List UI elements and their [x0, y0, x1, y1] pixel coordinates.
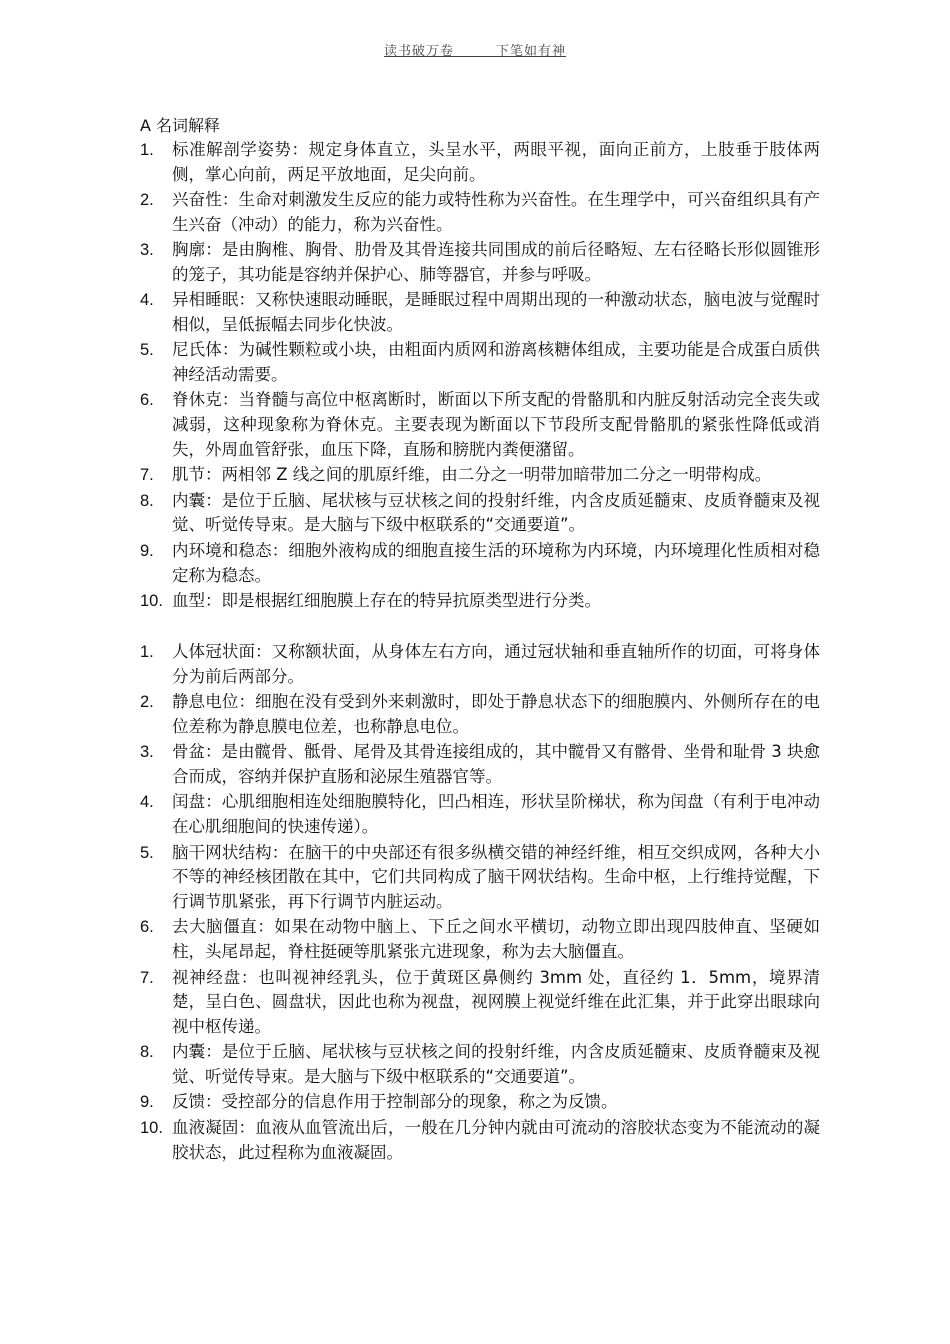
item-number: 8.: [140, 1043, 154, 1062]
item-number: 5.: [140, 843, 154, 862]
item-number: 8.: [140, 491, 154, 510]
list-item: [140, 640, 820, 690]
item-number: 4.: [140, 793, 154, 812]
item-number: 10.: [140, 591, 163, 610]
section-gap: [140, 614, 820, 640]
item-text: 脑干网状结构：在脑干的中央部还有很多纵横交错的神经纤维，相互交织成网，各种大小不等的神经核团散在其中，它们共同构成了脑干网状结构。生命中枢，上行维持觉醒，下行调节肌紧张，再下行调节内脏运动。: [172, 842, 820, 912]
item-number: 10.: [140, 1118, 163, 1137]
item-number: 9.: [140, 541, 154, 560]
item-text: 血液凝固：血液从血管流出后，一般在几分钟内就由可流动的溶胶状态变为不能流动的凝胶状态，此过程称为血液凝固。: [172, 1117, 820, 1162]
item-text: 骨盆：是由髋骨、骶骨、尾骨及其骨连接组成的，其中髋骨又有髂骨、坐骨和耻骨 3 块愈合而成，容纳并保护直肠和泌尿生殖器官等。: [172, 742, 820, 787]
item-text: 内囊：是位于丘脑、尾状核与豆状核之间的投射纤维，内含皮质延髓束、皮质脊髓束及视觉、听觉传导束。是大脑与下级中枢联系的“交通要道”。: [172, 490, 820, 535]
item-number: 7.: [140, 968, 154, 987]
item-text: 兴奋性：生命对刺激发生反应的能力或特性称为兴奋性。在生理学中，可兴奋组织具有产生兴奋（冲动）的能力，称为兴奋性。: [172, 190, 820, 234]
list-item: [140, 915, 820, 965]
item-text: 内环境和稳态：细胞外液构成的细胞直接生活的环境称为内环境，内环境理化性质相对稳定称为稳态。: [172, 540, 820, 585]
list-item: [140, 790, 820, 840]
section-title: A 名词解释: [140, 116, 221, 135]
list-item: [140, 388, 820, 462]
item-text: 反馈：受控部分的信息作用于控制部分的现象，称之为反馈。: [172, 1092, 618, 1112]
list-item: [140, 1116, 820, 1166]
item-text: 去大脑僵直：如果在动物中脑上、下丘之间水平横切，动物立即出现四肢伸直、坚硬如柱，头尾昂起，脊柱挺硬等肌紧张亢进现象，称为去大脑僵直。: [172, 917, 820, 962]
list-item: [140, 740, 820, 790]
item-text: 血型：即是根据红细胞膜上存在的特异抗原类型进行分类。: [172, 590, 601, 610]
list-item: [140, 690, 820, 740]
list-item: [140, 188, 820, 238]
item-number: 5.: [140, 341, 154, 360]
item-text: 视神经盘：也叫视神经乳头，位于黄斑区鼻侧约 3mm 处，直径约 1．5mm，境界清楚，呈白色、圆盘状，因此也称为视盘，视网膜上视觉纤维在此汇集，并于此穿出眼球向视中枢传递。: [172, 967, 820, 1037]
item-number: 1.: [140, 141, 154, 159]
item-text: 肌节：两相邻 Z 线之间的肌原纤维，由二分之一明带加暗带加二分之一明带构成。: [172, 465, 772, 485]
list-item: [140, 238, 820, 288]
list-item: [140, 589, 820, 614]
item-text: 闰盘：心肌细胞相连处细胞膜特化，凹凸相连，形状呈阶梯状，称为闰盘（有利于电冲动在心肌细胞间的快速传递）。: [172, 792, 820, 837]
item-text: 异相睡眠：又称快速眼动睡眠，是睡眠过程中周期出现的一种激动状态，脑电波与觉醒时相似，呈低振幅去同步化快波。: [172, 290, 820, 335]
item-text: 内囊：是位于丘脑、尾状核与豆状核之间的投射纤维，内含皮质延髓束、皮质脊髓束及视觉、听觉传导束。是大脑与下级中枢联系的“交通要道”。: [172, 1042, 820, 1087]
item-text: 胸廓：是由胸椎、胸骨、肋骨及其骨连接共同围成的前后径略短、左右径略长形似圆锥形的笼子，其功能是容纳并保护心、肺等器官，并参与呼吸。: [172, 240, 820, 284]
item-number: 2.: [140, 191, 154, 210]
list-item: [140, 463, 820, 488]
list-item: [140, 288, 820, 338]
page-header: 读书破万卷＿＿＿下笔如有神: [383, 44, 566, 59]
document-content: [140, 114, 820, 1166]
definitions-list-1: [140, 138, 820, 614]
list-item: [140, 138, 820, 188]
list-item: [140, 966, 820, 1040]
item-number: 9.: [140, 1093, 154, 1112]
list-item: [140, 1040, 820, 1090]
list-item: [140, 539, 820, 589]
item-number: 1.: [140, 643, 154, 662]
item-text: 静息电位：细胞在没有受到外来刺激时，即处于静息状态下的细胞膜内、外侧所存在的电位差称为静息膜电位差，也称静息电位。: [172, 692, 820, 737]
item-text: 人体冠状面：又称额状面，从身体左右方向，通过冠状轴和垂直轴所作的切面，可将身体分为前后两部分。: [172, 642, 820, 686]
item-number: 3.: [140, 743, 154, 762]
item-number: 6.: [140, 391, 154, 410]
list-item: [140, 489, 820, 539]
item-number: 6.: [140, 918, 154, 937]
list-item: [140, 1090, 820, 1115]
list-item: [140, 841, 820, 915]
item-number: 4.: [140, 291, 154, 310]
definitions-list-2: [140, 640, 820, 1165]
list-item: [140, 338, 820, 388]
item-number: 3.: [140, 241, 154, 260]
item-number: 7.: [140, 466, 154, 485]
item-number: 2.: [140, 693, 154, 712]
item-text: 脊休克：当脊髓与高位中枢离断时，断面以下所支配的骨骼肌和内脏反射活动完全丧失或减弱，这种现象称为脊休克。主要表现为断面以下节段所支配骨骼肌的紧张性降低或消失，外周血管舒张，血压下降，直肠和膀胱内粪便潴留。: [172, 390, 820, 460]
item-text: 尼氏体：为碱性颗粒或小块，由粗面内质网和游离核糖体组成，主要功能是合成蛋白质供神经活动需要。: [172, 340, 820, 385]
item-text: 标准解剖学姿势：规定身体直立，头呈水平，两眼平视，面向正前方，上肢垂于肢体两侧，掌心向前，两足平放地面，足尖向前。: [172, 140, 820, 184]
